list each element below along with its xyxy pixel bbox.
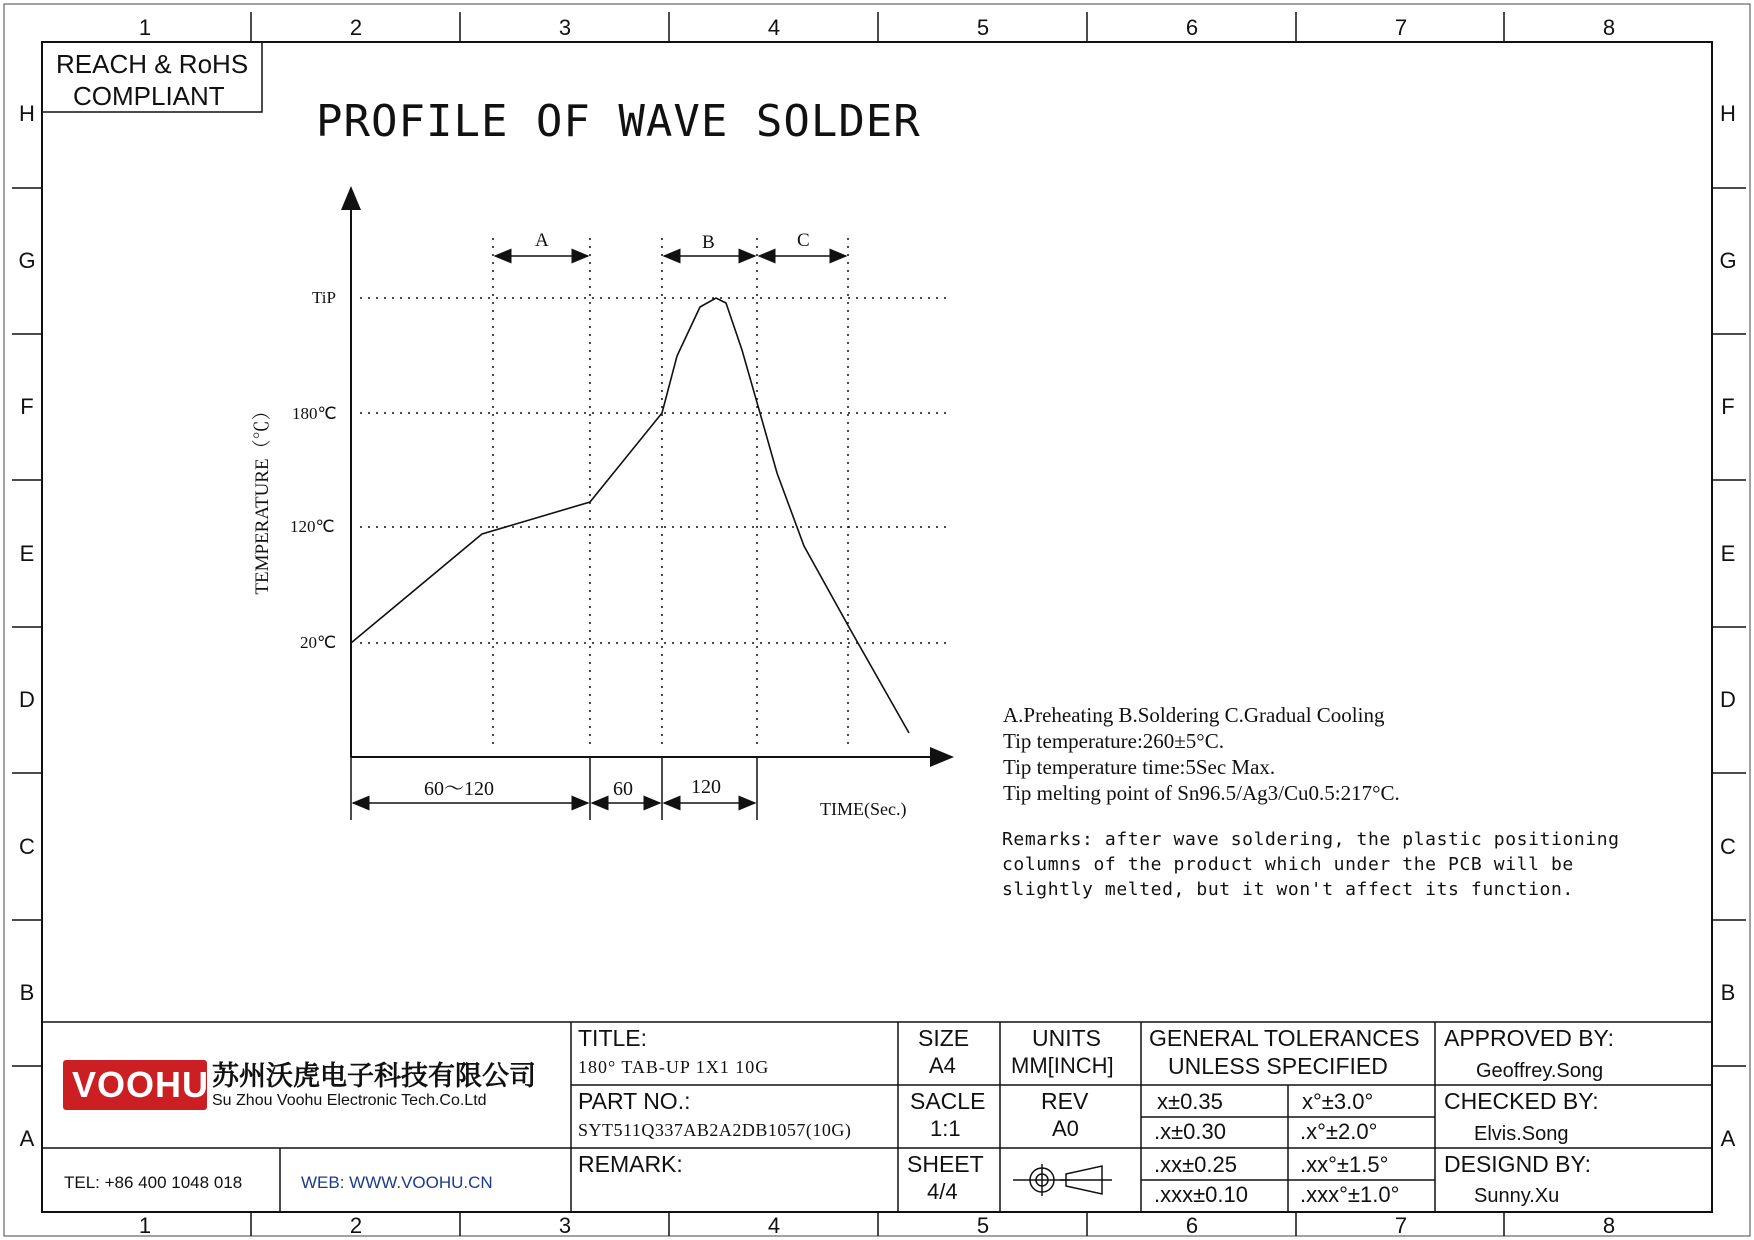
phase-label-b: B xyxy=(702,232,715,253)
zone-row-right-E: E xyxy=(1720,541,1736,566)
zone-row-right-H: H xyxy=(1720,101,1736,126)
note-line-3: Tip temperature time:5Sec Max. xyxy=(1003,755,1276,779)
zone-row-left-B: B xyxy=(19,980,35,1005)
title-value: 180° TAB-UP 1X1 10G xyxy=(578,1057,770,1077)
zone-col-top-5: 5 xyxy=(976,15,990,40)
sheet-value: 4/4 xyxy=(927,1179,958,1204)
designed-by-label: DESIGND BY: xyxy=(1444,1151,1591,1177)
tolerance-angular-2: .x°±2.0° xyxy=(1300,1119,1378,1144)
zone-col-bottom-1: 1 xyxy=(138,1213,152,1238)
y-tick-180: 180℃ xyxy=(292,404,337,423)
zone-row-right-G: G xyxy=(1719,248,1737,273)
zone-col-bottom-3: 3 xyxy=(558,1213,572,1238)
contact-tel: TEL: +86 400 1048 018 xyxy=(64,1173,243,1192)
zone-row-left-E: E xyxy=(19,541,35,566)
contact-web: WEB: WWW.VOOHU.CN xyxy=(301,1173,493,1192)
company-name-cn: 苏州沃虎电子科技有限公司 xyxy=(212,1061,536,1091)
compliance-line-1: REACH & RoHS xyxy=(56,49,249,79)
zone-col-top-4: 4 xyxy=(767,15,781,40)
phase-label-c: C xyxy=(797,230,810,251)
note-line-1: A.Preheating B.Soldering C.Gradual Cooling xyxy=(1003,703,1385,727)
duration-label-2: 60 xyxy=(613,778,633,800)
zone-col-top-1: 1 xyxy=(138,15,152,40)
remark-label: REMARK: xyxy=(578,1151,683,1177)
zone-col-top-6: 6 xyxy=(1185,15,1199,40)
tolerance-angular-1: x°±3.0° xyxy=(1302,1089,1374,1114)
zone-col-bottom-8: 8 xyxy=(1602,1213,1616,1238)
horizontal-guides xyxy=(360,298,952,643)
tolerance-linear-3: .xx±0.25 xyxy=(1154,1152,1238,1177)
tolerance-linear-4: .xxx±0.10 xyxy=(1154,1182,1249,1207)
zone-row-left-H: H xyxy=(19,101,35,126)
zone-col-top-2: 2 xyxy=(349,15,363,40)
remarks-text: Remarks: after wave soldering, the plastic positioning columns of the product which under the PCB will be slightly melted, but it won't affect its function. xyxy=(1002,829,1620,900)
compliance-line-2: COMPLIANT xyxy=(73,81,225,111)
rev-value: A0 xyxy=(1052,1116,1079,1141)
part-number-value: SYT511Q337AB2A2DB1057(10G) xyxy=(578,1120,852,1140)
zone-col-top-3: 3 xyxy=(558,15,572,40)
company-name-en: Su Zhou Voohu Electronic Tech.Co.Ltd xyxy=(212,1092,487,1109)
note-line-4: Tip melting point of Sn96.5/Ag3/Cu0.5:217°C. xyxy=(1003,781,1400,805)
approved-by-label: APPROVED BY: xyxy=(1444,1025,1615,1051)
y-tick-20: 20℃ xyxy=(300,633,337,652)
zone-row-left-G: G xyxy=(18,248,36,273)
duration-label-3: 120 xyxy=(691,776,721,798)
zone-row-right-F: F xyxy=(1721,394,1735,419)
units-value: MM[INCH] xyxy=(1011,1053,1114,1078)
zone-row-left-A: A xyxy=(19,1126,35,1151)
company-logo-text: VOOHU xyxy=(72,1064,210,1105)
tolerance-heading-2: UNLESS SPECIFIED xyxy=(1168,1053,1388,1079)
scale-value: 1:1 xyxy=(930,1116,961,1141)
approved-by-name: Geoffrey.Song xyxy=(1476,1060,1604,1082)
part-number-label: PART NO.: xyxy=(578,1088,691,1114)
zone-row-right-A: A xyxy=(1720,1126,1736,1151)
zone-row-right-B: B xyxy=(1720,980,1736,1005)
notes-block xyxy=(1003,702,1400,806)
y-tick-120: 120℃ xyxy=(290,517,335,536)
tolerance-angular-4: .xxx°±1.0° xyxy=(1300,1182,1400,1207)
size-value: A4 xyxy=(929,1053,956,1078)
units-label: UNITS xyxy=(1032,1025,1101,1051)
designed-by-name: Sunny.Xu xyxy=(1474,1185,1560,1207)
tolerance-heading-1: GENERAL TOLERANCES xyxy=(1149,1025,1420,1051)
zone-row-left-C: C xyxy=(19,834,35,859)
tolerance-linear-1: x±0.35 xyxy=(1157,1089,1223,1114)
y-axis-label: TEMPERATURE（℃） xyxy=(252,401,273,595)
zone-col-bottom-7: 7 xyxy=(1394,1213,1408,1238)
note-line-2: Tip temperature:260±5°C. xyxy=(1003,729,1224,753)
zone-col-top-7: 7 xyxy=(1394,15,1408,40)
zone-col-bottom-5: 5 xyxy=(976,1213,990,1238)
phase-label-a: A xyxy=(535,230,549,251)
zone-row-left-D: D xyxy=(19,687,35,712)
duration-label-1: 60～120 xyxy=(424,778,494,800)
checked-by-label: CHECKED BY: xyxy=(1444,1088,1599,1114)
tolerance-angular-3: .xx°±1.5° xyxy=(1300,1152,1389,1177)
drawing-title: PROFILE OF WAVE SOLDER xyxy=(316,96,921,147)
checked-by-name: Elvis.Song xyxy=(1474,1123,1569,1145)
rev-label: REV xyxy=(1041,1088,1089,1114)
vertical-guides xyxy=(493,238,848,750)
sheet-label: SHEET xyxy=(907,1151,984,1177)
x-axis-label: TIME(Sec.) xyxy=(820,799,907,819)
zone-col-bottom-2: 2 xyxy=(349,1213,363,1238)
zone-col-bottom-4: 4 xyxy=(767,1213,781,1238)
tolerance-linear-2: .x±0.30 xyxy=(1154,1119,1227,1144)
zone-row-left-F: F xyxy=(20,394,34,419)
zone-col-top-8: 8 xyxy=(1602,15,1616,40)
title-label: TITLE: xyxy=(578,1025,648,1051)
size-label: SIZE xyxy=(918,1025,970,1051)
y-tick-tip: TiP xyxy=(312,288,336,307)
zone-row-right-C: C xyxy=(1720,834,1736,859)
zone-row-right-D: D xyxy=(1720,687,1736,712)
profile-curve xyxy=(351,298,909,733)
zone-col-bottom-6: 6 xyxy=(1185,1213,1199,1238)
scale-label: SACLE xyxy=(910,1088,986,1114)
